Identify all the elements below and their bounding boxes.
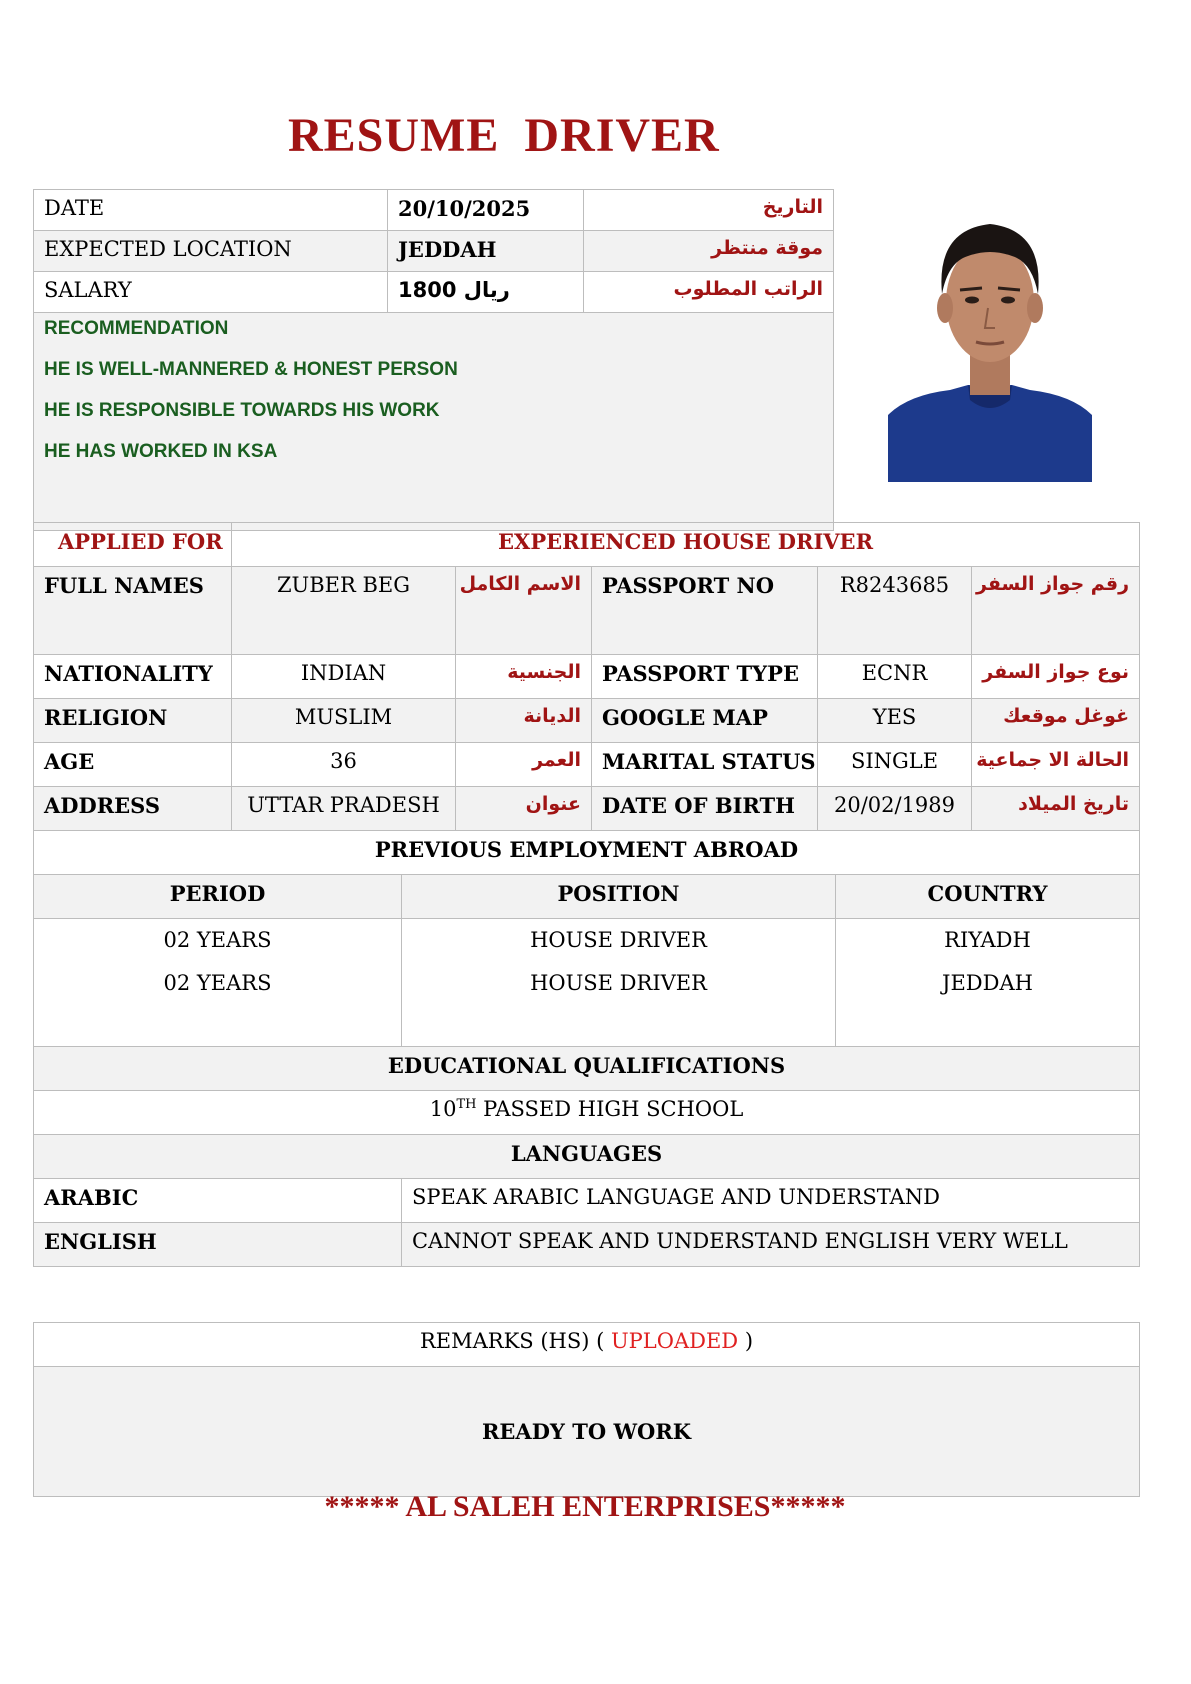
nationality-label: NATIONALITY (34, 655, 232, 699)
google-map-label-ar: غوغل موقعك (972, 699, 1140, 743)
nationality-label-ar: الجنسية (456, 655, 592, 699)
details-table (33, 522, 1140, 831)
date-of-birth-label-ar: تاريخ الميلاد (972, 787, 1140, 831)
period-value: 02 YEARS (163, 971, 272, 995)
recommendation-line: HE HAS WORKED IN KSA (44, 441, 278, 462)
date-label: DATE (34, 190, 388, 231)
education-description: PASSED HIGH SCHOOL (476, 1097, 744, 1121)
employment-table (33, 830, 1140, 1267)
salary-label-ar: الراتب المطلوب (584, 272, 834, 313)
location-label-ar: موقة منتظر (584, 231, 834, 272)
full-names-value: ZUBER BEG (232, 567, 456, 655)
religion-label: RELIGION (34, 699, 232, 743)
remarks-heading (34, 1323, 1140, 1367)
period-value: 02 YEARS (163, 928, 272, 952)
age-label-ar: العمر (456, 743, 592, 787)
location-value: JEDDAH (388, 231, 584, 272)
passport-type-label: PASSPORT TYPE (592, 655, 818, 699)
country-value: JEDDAH (942, 971, 1033, 995)
country-cell (836, 919, 1140, 1047)
marital-status-label: MARITAL STATUS (592, 743, 818, 787)
remarks-body: READY TO WORK (34, 1367, 1140, 1497)
language-level: SPEAK ARABIC LANGUAGE AND UNDERSTAND (402, 1179, 1140, 1223)
position-value: HOUSE DRIVER (530, 928, 707, 952)
remarks-status: UPLOADED (610, 1329, 739, 1353)
education-heading: EDUCATIONAL QUALIFICATIONS (34, 1047, 1140, 1091)
salary-value: 1800 ريال (388, 272, 584, 313)
passport-type-value: ECNR (818, 655, 972, 699)
age-label: AGE (34, 743, 232, 787)
date-of-birth-value: 20/02/1989 (818, 787, 972, 831)
passport-no-value: R8243685 (818, 567, 972, 655)
full-names-label-ar: الاسم الكامل (456, 567, 592, 655)
language-name: ENGLISH (34, 1223, 402, 1267)
passport-no-label-ar: رقم جواز السفر (972, 567, 1140, 655)
recommendation-box (34, 313, 834, 531)
country-header: COUNTRY (836, 875, 1140, 919)
resume-title: RESUME DRIVER (288, 109, 720, 162)
education-value (34, 1091, 1140, 1135)
applied-for-label: APPLIED FOR (34, 523, 232, 567)
language-level: CANNOT SPEAK AND UNDERSTAND ENGLISH VERY WELL (402, 1223, 1140, 1267)
nationality-value: INDIAN (232, 655, 456, 699)
employment-heading: PREVIOUS EMPLOYMENT ABROAD (34, 831, 1140, 875)
position-value: HOUSE DRIVER (530, 971, 707, 995)
address-label: ADDRESS (34, 787, 232, 831)
header-table (33, 189, 834, 531)
remarks-table (33, 1322, 1140, 1497)
location-label: EXPECTED LOCATION (34, 231, 388, 272)
position-cell (402, 919, 836, 1047)
passport-type-label-ar: نوع جواز السفر (972, 655, 1140, 699)
passport-no-label: PASSPORT NO (592, 567, 818, 655)
recommendation-line: HE IS RESPONSIBLE TOWARDS HIS WORK (44, 400, 440, 421)
address-value: UTTAR PRADESH (232, 787, 456, 831)
applied-for-value: EXPERIENCED HOUSE DRIVER (232, 523, 1140, 567)
google-map-value: YES (818, 699, 972, 743)
education-grade-suffix: TH (456, 1097, 477, 1112)
education-grade: 10 (429, 1097, 457, 1121)
age-value: 36 (232, 743, 456, 787)
recommendation-line: HE IS WELL-MANNERED & HONEST PERSON (44, 359, 458, 380)
company-footer: ***** AL SALEH ENTERPRISES***** (324, 1490, 846, 1523)
period-header: PERIOD (34, 875, 402, 919)
marital-status-value: SINGLE (818, 743, 972, 787)
religion-value: MUSLIM (232, 699, 456, 743)
address-label-ar: عنوان (456, 787, 592, 831)
candidate-photo-image (888, 210, 1092, 482)
religion-label-ar: الديانة (456, 699, 592, 743)
period-cell (34, 919, 402, 1047)
candidate-photo (888, 210, 1092, 482)
marital-status-label-ar: الحالة الا جماعية (972, 743, 1140, 787)
remarks-close: ) (738, 1329, 754, 1353)
full-names-label: FULL NAMES (34, 567, 232, 655)
date-value: 20/10/2025 (388, 190, 584, 231)
google-map-label: GOOGLE MAP (592, 699, 818, 743)
date-of-birth-label: DATE OF BIRTH (592, 787, 818, 831)
salary-label: SALARY (34, 272, 388, 313)
language-name: ARABIC (34, 1179, 402, 1223)
languages-heading: LANGUAGES (34, 1135, 1140, 1179)
position-header: POSITION (402, 875, 836, 919)
recommendation-heading: RECOMMENDATION (44, 318, 229, 339)
date-label-ar: التاريخ (584, 190, 834, 231)
remarks-label: REMARKS (HS) ( (419, 1329, 611, 1353)
country-value: RIYADH (944, 928, 1031, 952)
